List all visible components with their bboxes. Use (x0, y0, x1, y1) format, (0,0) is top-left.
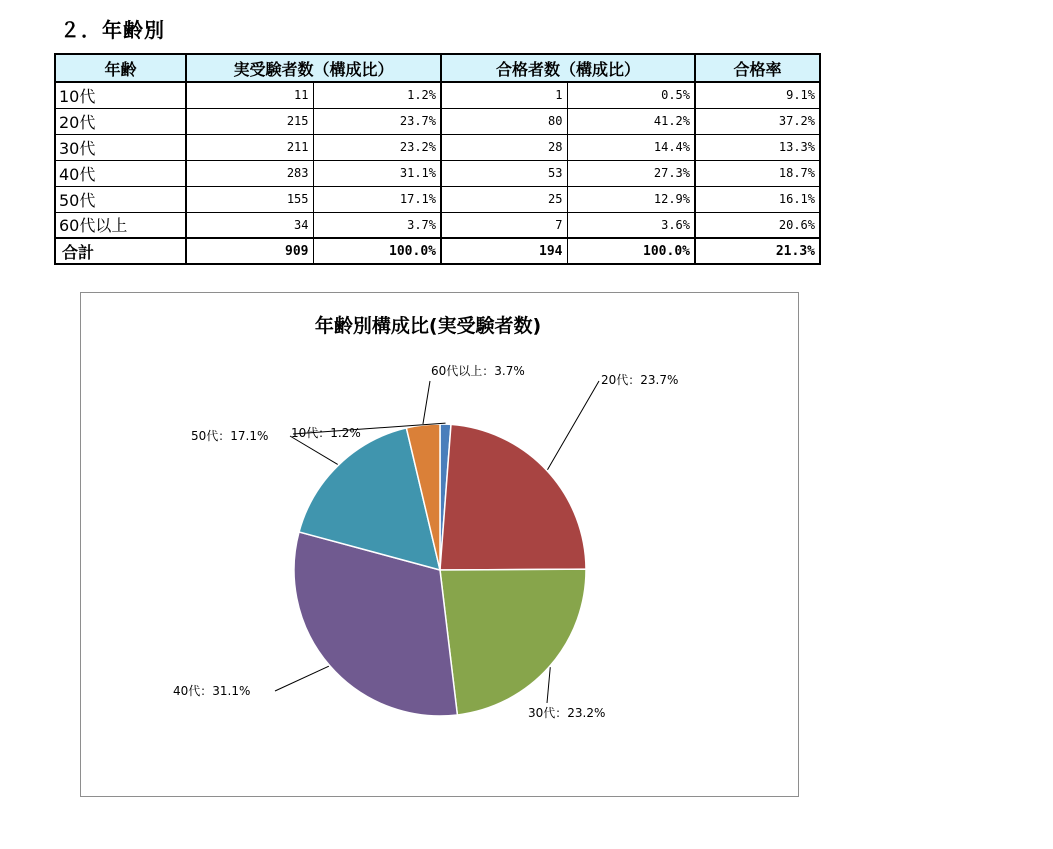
cell-examinees: 211 (186, 134, 313, 160)
cell-passers-ratio: 12.9% (567, 186, 695, 212)
cell-total-label: 合計 (55, 238, 186, 264)
cell-pass-rate: 37.2% (695, 108, 820, 134)
leader-line (547, 667, 550, 703)
cell-examinees-ratio: 23.7% (313, 108, 441, 134)
leader-line (547, 381, 599, 470)
table-row (55, 134, 820, 160)
cell-age: 30代 (55, 134, 186, 160)
cell-pass-rate: 18.7% (695, 160, 820, 186)
cell-examinees-ratio: 17.1% (313, 186, 441, 212)
cell-passers: 53 (441, 160, 567, 186)
section-title: ２．年齢別 (60, 18, 165, 42)
cell-age: 60代以上 (55, 212, 186, 238)
cell-passers-ratio: 14.4% (567, 134, 695, 160)
cell-passers: 80 (441, 108, 567, 134)
table-header-row (55, 54, 820, 82)
cell-examinees: 34 (186, 212, 313, 238)
cell-age: 20代 (55, 108, 186, 134)
cell-passers-ratio: 27.3% (567, 160, 695, 186)
cell-examinees: 155 (186, 186, 313, 212)
pie-chart (81, 293, 800, 798)
cell-total-passers: 194 (441, 238, 567, 264)
data-label: 20代：23.7% (601, 373, 679, 387)
cell-passers-ratio: 41.2% (567, 108, 695, 134)
pie-chart-area (80, 292, 799, 797)
cell-total-examinees-ratio: 100.0% (313, 238, 441, 264)
cell-examinees-ratio: 23.2% (313, 134, 441, 160)
cell-pass-rate: 9.1% (695, 82, 820, 108)
leader-line (423, 381, 430, 424)
data-label: 60代以上：3.7% (431, 364, 525, 378)
data-label: 40代：31.1% (173, 684, 251, 698)
cell-examinees-ratio: 31.1% (313, 160, 441, 186)
cell-total-passers-ratio: 100.0% (567, 238, 695, 264)
cell-pass-rate: 16.1% (695, 186, 820, 212)
leader-line (275, 666, 329, 691)
cell-examinees-ratio: 1.2% (313, 82, 441, 108)
table-row (55, 186, 820, 212)
pie-slice (440, 569, 586, 715)
data-label: 30代：23.2% (528, 706, 606, 720)
cell-age: 40代 (55, 160, 186, 186)
cell-passers-ratio: 0.5% (567, 82, 695, 108)
pie-slice (440, 424, 586, 570)
data-label: 10代：1.2% (291, 426, 361, 440)
cell-examinees-ratio: 3.7% (313, 212, 441, 238)
pie-slices (294, 424, 586, 716)
cell-passers: 7 (441, 212, 567, 238)
table-row (55, 212, 820, 238)
chart-title: 年齢別構成比(実受験者数) (314, 315, 542, 337)
cell-passers: 25 (441, 186, 567, 212)
cell-passers-ratio: 3.6% (567, 212, 695, 238)
header-age: 年齢 (55, 54, 186, 82)
cell-age: 10代 (55, 82, 186, 108)
cell-pass-rate: 20.6% (695, 212, 820, 238)
cell-age: 50代 (55, 186, 186, 212)
leader-line (290, 436, 338, 464)
cell-examinees: 215 (186, 108, 313, 134)
cell-examinees: 283 (186, 160, 313, 186)
header-examinees: 実受験者数（構成比） (186, 54, 441, 82)
table-total-row (55, 238, 820, 264)
table-row (55, 160, 820, 186)
table-row (55, 108, 820, 134)
age-stats-table (54, 53, 821, 265)
table-row (55, 82, 820, 108)
cell-total-examinees: 909 (186, 238, 313, 264)
cell-passers: 28 (441, 134, 567, 160)
cell-examinees: 11 (186, 82, 313, 108)
data-label: 50代：17.1% (191, 429, 269, 443)
cell-total-pass-rate: 21.3% (695, 238, 820, 264)
cell-pass-rate: 13.3% (695, 134, 820, 160)
cell-passers: 1 (441, 82, 567, 108)
header-pass-rate: 合格率 (695, 54, 820, 82)
header-passers: 合格者数（構成比） (441, 54, 695, 82)
